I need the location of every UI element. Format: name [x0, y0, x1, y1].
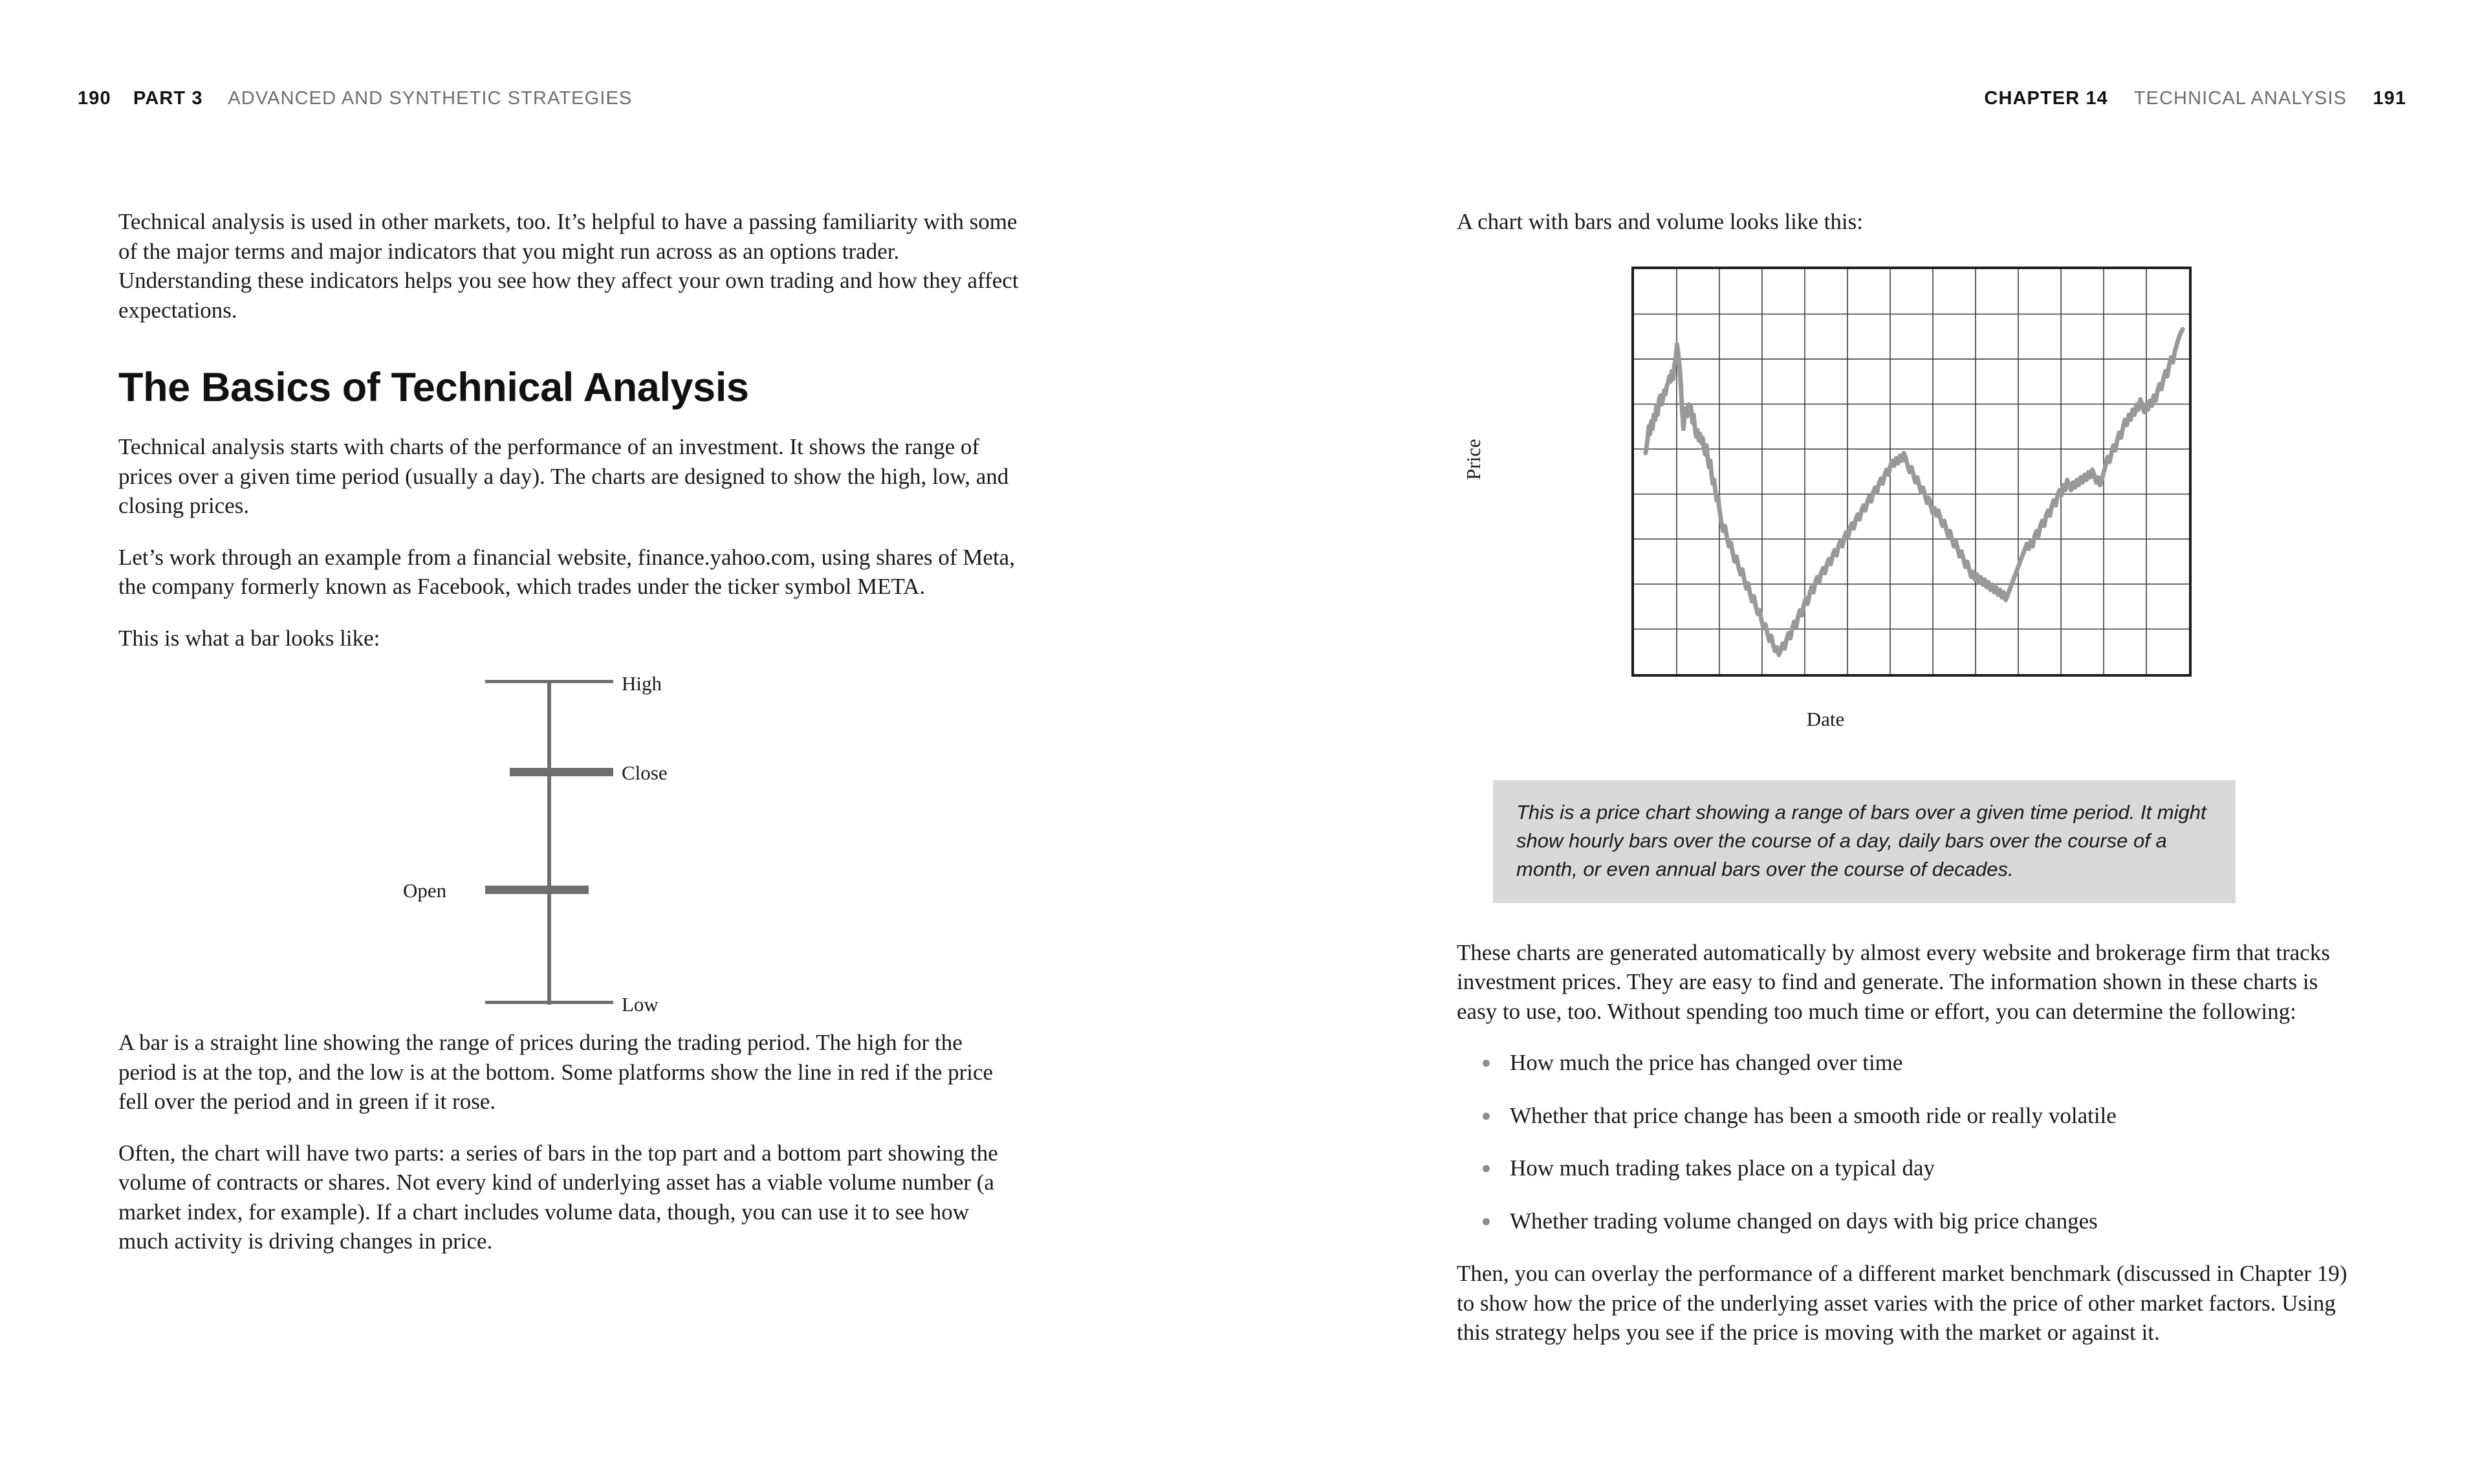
page-folio-right: 191 — [2373, 88, 2406, 109]
callout-box — [1493, 780, 2236, 903]
price-chart-figure — [1457, 267, 2194, 745]
high-label: High — [622, 672, 662, 695]
running-head-left — [78, 89, 632, 108]
paragraph-volume-explained: Often, the chart will have two parts: a series of bars in the top part and a bottom part showing the volume of contracts or shares. Not every kind of underlying asset has a viable volume number (a market index, for example). If a chart includes volume data, though, you can use it to see how much activity is driving changes in price. — [118, 1140, 998, 1254]
chart-y-axis-label: Price — [1462, 438, 1485, 480]
bullet-dot-icon — [1483, 1218, 1490, 1225]
paragraph-charts-intro: Technical analysis starts with charts of the performance of an investment. It shows the range of prices over a given time period (usually a day). The charts are designed to show the high, low, and closing prices. — [118, 434, 1009, 519]
page-folio-left: 190 — [78, 88, 111, 109]
section-heading: The Basics of Technical Analysis — [118, 365, 749, 410]
list-item — [1510, 1153, 2362, 1183]
close-label: Close — [622, 761, 668, 785]
low-tick-mark — [485, 1001, 613, 1004]
paragraph-chart-lead-in: A chart with bars and volume looks like this: — [1457, 209, 1863, 234]
right-page-column — [1457, 207, 2362, 1369]
list-item — [1510, 1101, 2362, 1131]
benefits-bullet-list — [1457, 1048, 2362, 1236]
bullet-dot-icon — [1483, 1060, 1490, 1067]
list-item-label: How much trading takes place on a typical day — [1510, 1155, 1935, 1181]
open-label: Open — [403, 879, 447, 902]
list-item — [1510, 1206, 2362, 1236]
paragraph-charts-generated: These charts are generated automatically by almost every website and brokerage firm that tracks investment prices. They are easy to find and generate. The information shown in these charts is easy to use, too. Without spending too much time or effort, you can determine the following: — [1457, 939, 2330, 1024]
ohlc-bar-diagram — [118, 666, 1024, 1028]
chart-x-axis-label: Date — [1806, 707, 1845, 730]
chapter-title: TECHNICAL ANALYSIS — [2133, 88, 2347, 109]
open-tick-mark — [485, 886, 589, 894]
list-item-label: Whether that price change has been a smooth ride or really volatile — [1510, 1102, 2117, 1128]
low-label: Low — [622, 993, 659, 1016]
bullet-dot-icon — [1483, 1165, 1490, 1172]
close-tick-mark — [510, 768, 613, 776]
callout-text: This is a price chart showing a range of bars over a given time period. It might show hourly bars over the course of a day, daily bars over the course of a month, or even annual bars over the course of decades. — [1516, 800, 2206, 880]
list-item — [1510, 1048, 2362, 1078]
paragraph-meta-example: Let’s work through an example from a financial website, finance.yahoo.com, using shares of Meta, the company formerly known as Facebook, which trades under the ticker symbol META. — [118, 544, 1015, 600]
list-item-label: Whether trading volume changed on days with big price changes — [1510, 1208, 2098, 1234]
part-label: PART 3 — [133, 88, 203, 109]
paragraph-intro: Technical analysis is used in other markets, too. It’s helpful to have a passing familiarity with some of the major terms and major indicators that you might run across as an options trader. Understanding these indicators helps you see how they affect your own trading and how they affect expectations. — [118, 209, 1019, 323]
chart-svg — [1634, 269, 2189, 674]
paragraph-benchmark-overlay: Then, you can overlay the performance of a different market benchmark (discussed in Chapter 19) to show how the price of the underlying asset varies with the price of other market factors. Using this strategy helps you see if the price is moving with the market or against it. — [1457, 1261, 2348, 1346]
part-title: ADVANCED AND SYNTHETIC STRATEGIES — [228, 88, 633, 109]
left-page-column — [118, 207, 1024, 1278]
chart-plot-area — [1631, 267, 2192, 677]
running-head-right — [1984, 89, 2406, 108]
bar-range-line — [547, 680, 551, 1005]
paragraph-bar-explained: A bar is a straight line showing the range of prices during the trading period. The high for the period is at the top, and the low is at the bottom. Some platforms show the line in red if the price fell over the period and in green if it rose. — [118, 1030, 994, 1115]
price-series-line — [1646, 329, 2183, 655]
list-item-label: How much the price has changed over time — [1510, 1050, 1903, 1076]
high-tick-mark — [485, 680, 613, 683]
bullet-dot-icon — [1483, 1113, 1490, 1120]
chapter-label: CHAPTER 14 — [1984, 88, 2108, 109]
paragraph-bar-lead-in: This is what a bar looks like: — [118, 625, 380, 651]
